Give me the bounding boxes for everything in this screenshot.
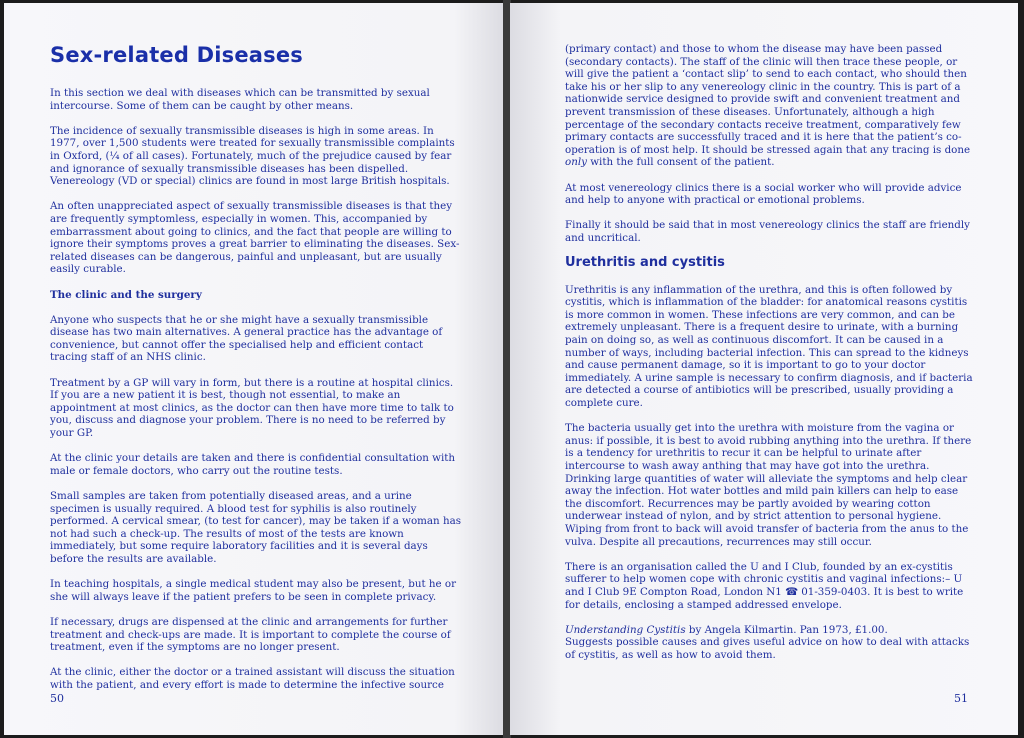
page-number: 51 [954, 692, 968, 705]
text-run: There is an organisation called the U and I Club, founded by an ex-cystitis sufferer to help women cope with chronic cystitis and vaginal infections:– U and I Club 9E Compton Road, London N1 [565, 560, 963, 598]
paragraph: At the clinic your details are taken and there is confidential consultation with male or female doctors, who carry out the routine tests. [50, 452, 456, 477]
paragraph: Anyone who suspects that he or she might have a sexually transmissible disease has two main alternatives. A general practice has the advantage of convenience, but cannot offer the specialised help and efficient contact tracing staff of an NHS clinic. [50, 313, 443, 364]
paragraph: The bacteria usually get into the urethra with moisture from the vagina or anus: if possible, it is best to avoid rubbing anything into the urethra. If there is a tendency for urethritis to recur it can be helpful to urinate after intercourse to wash away anthing that may have got into the urethra. Drinking large quantities of water will alleviate the symptoms and help clear away the infection. Hot water bottles and mild pain killers can help to ease the discomfort. Recurrences may be partly avoided by wearing cotton underwear instead of nylon, and by strict attention to personal hygiene. Wiping from front to back will avoid transfer of bacteria from the anus to the vulva. Despite all precautions, recurrences may still occur. [565, 422, 972, 548]
book-title: Understanding Cystitis [565, 623, 686, 636]
paragraph: The incidence of sexually transmissible diseases is high in some areas. In 1977, over 1,500 students were treated for sexually transmissible complaints in Oxford, (¼ of all cases). Fortunately, much of the prejudice caused by fear and ignorance of sexually transmissible diseases has been dispelled. Venereology (VD or special) clinics are found in most large British hospitals. [50, 124, 455, 188]
emphasis: only [565, 156, 587, 169]
book-reference [565, 624, 975, 637]
text-run: with the full consent of the patient. [590, 156, 775, 169]
section-heading: Urethritis and cystitis [565, 255, 725, 271]
right-page [510, 3, 1018, 735]
paragraph: At the clinic, either the doctor or a trained assistant will discuss the situation with the patient, and every effort is made to determine the infective source [50, 666, 455, 691]
text-run: 01-359-0403. It is best to write for details, enclosing a stamped addressed envelope. [565, 585, 964, 611]
paragraph: In this section we deal with diseases which can be transmitted by sexual intercourse. Some of them can be caught by other means. [50, 87, 430, 112]
page-number: 50 [50, 692, 64, 705]
paragraph: In teaching hospitals, a single medical student may also be present, but he or she will always leave if the patient prefers to be seen in complete privacy. [50, 578, 456, 603]
left-text-column [50, 87, 462, 704]
paragraph: Finally it should be said that in most venereology clinics the staff are friendly and uncritical. [565, 219, 971, 244]
subheading: The clinic and the surgery [50, 288, 202, 301]
paragraph [565, 43, 975, 169]
paragraph: An often unappreciated aspect of sexually transmissible diseases is that they are frequently symptomless, especially in women. This, accompanied by embarrassment about going to clinics, and the fact that people are willing to ignore their symptoms proves a great barrier to eliminating the diseases. Sex-related diseases can be dangerous, painful and unpleasant, but are usually easily curable. [50, 200, 460, 276]
paragraph: Suggests possible causes and gives useful advice on how to deal with attacks of cystitis, as well as how to avoid them. [565, 636, 970, 661]
paragraph [565, 561, 975, 611]
page-title: Sex-related Diseases [50, 43, 304, 67]
right-text-column [565, 43, 975, 674]
text-run: (primary contact) and those to whom the disease may have been passed (secondary contacts). The staff of the clinic will then trace these people, or will give the patient a ‘contact slip’ to send to each contact, who should then take his or her slip to any venereology clinic in the country. This is part of a nationwide service designed to provide swift and convenient treatment and prevent transmission of these diseases. Unfortunately, although a high percentage of the secondary contacts receive treatment, comparatively few primary contacts are successfully traced and it is here that the patient’s co-operation is of most help. It should be stressed again that any tracing is done [565, 43, 971, 156]
paragraph: Urethritis is any inflammation of the urethra, and this is often followed by cystitis, which is inflammation of the bladder: for anatomical reasons cystitis is more common in women. These infections are very common, and can be extremely unpleasant. There is a frequent desire to urinate, with a burning pain on doing so, as well as continuous discomfort. It can be caused in a number of ways, including bacterial infection. This can spread to the kidneys and cause permanent damage, so it is important to go to your doctor immediately. A urine sample is necessary to confirm diagnosis, and if bacteria are detected a course of antibiotics will be prescribed, usually providing a complete cure. [565, 283, 973, 410]
paragraph: If necessary, drugs are dispensed at the clinic and arrangements for further treatment and check-ups are made. It is important to complete the course of treatment, even if the symptoms are no longer present. [50, 615, 451, 654]
left-page [4, 3, 504, 735]
telephone-icon: ☎ [785, 585, 798, 598]
text-run: by Angela Kilmartin. Pan 1973, £1.00. [685, 623, 888, 636]
paragraph: Treatment by a GP will vary in form, but there is a routine at hospital clinics. If you are a new patient it is best, though not essential, to make an appointment at most clinics, as the doctor can then have more time to talk to you, discuss and diagnose your problem. There is no need to be referred by your GP. [50, 376, 454, 440]
paragraph: At most venereology clinics there is a social worker who will provide advice and help to anyone with practical or emotional problems. [565, 181, 962, 207]
paragraph: Small samples are taken from potentially diseased areas, and a urine specimen is usually required. A blood test for syphilis is also routinely performed. A cervical smear, (to test for cancer), may be taken if a woman has not had such a check-up. The results of most of the tests are known immediately, but some require laboratory facilities and it is several days before the results are available. [50, 490, 462, 565]
